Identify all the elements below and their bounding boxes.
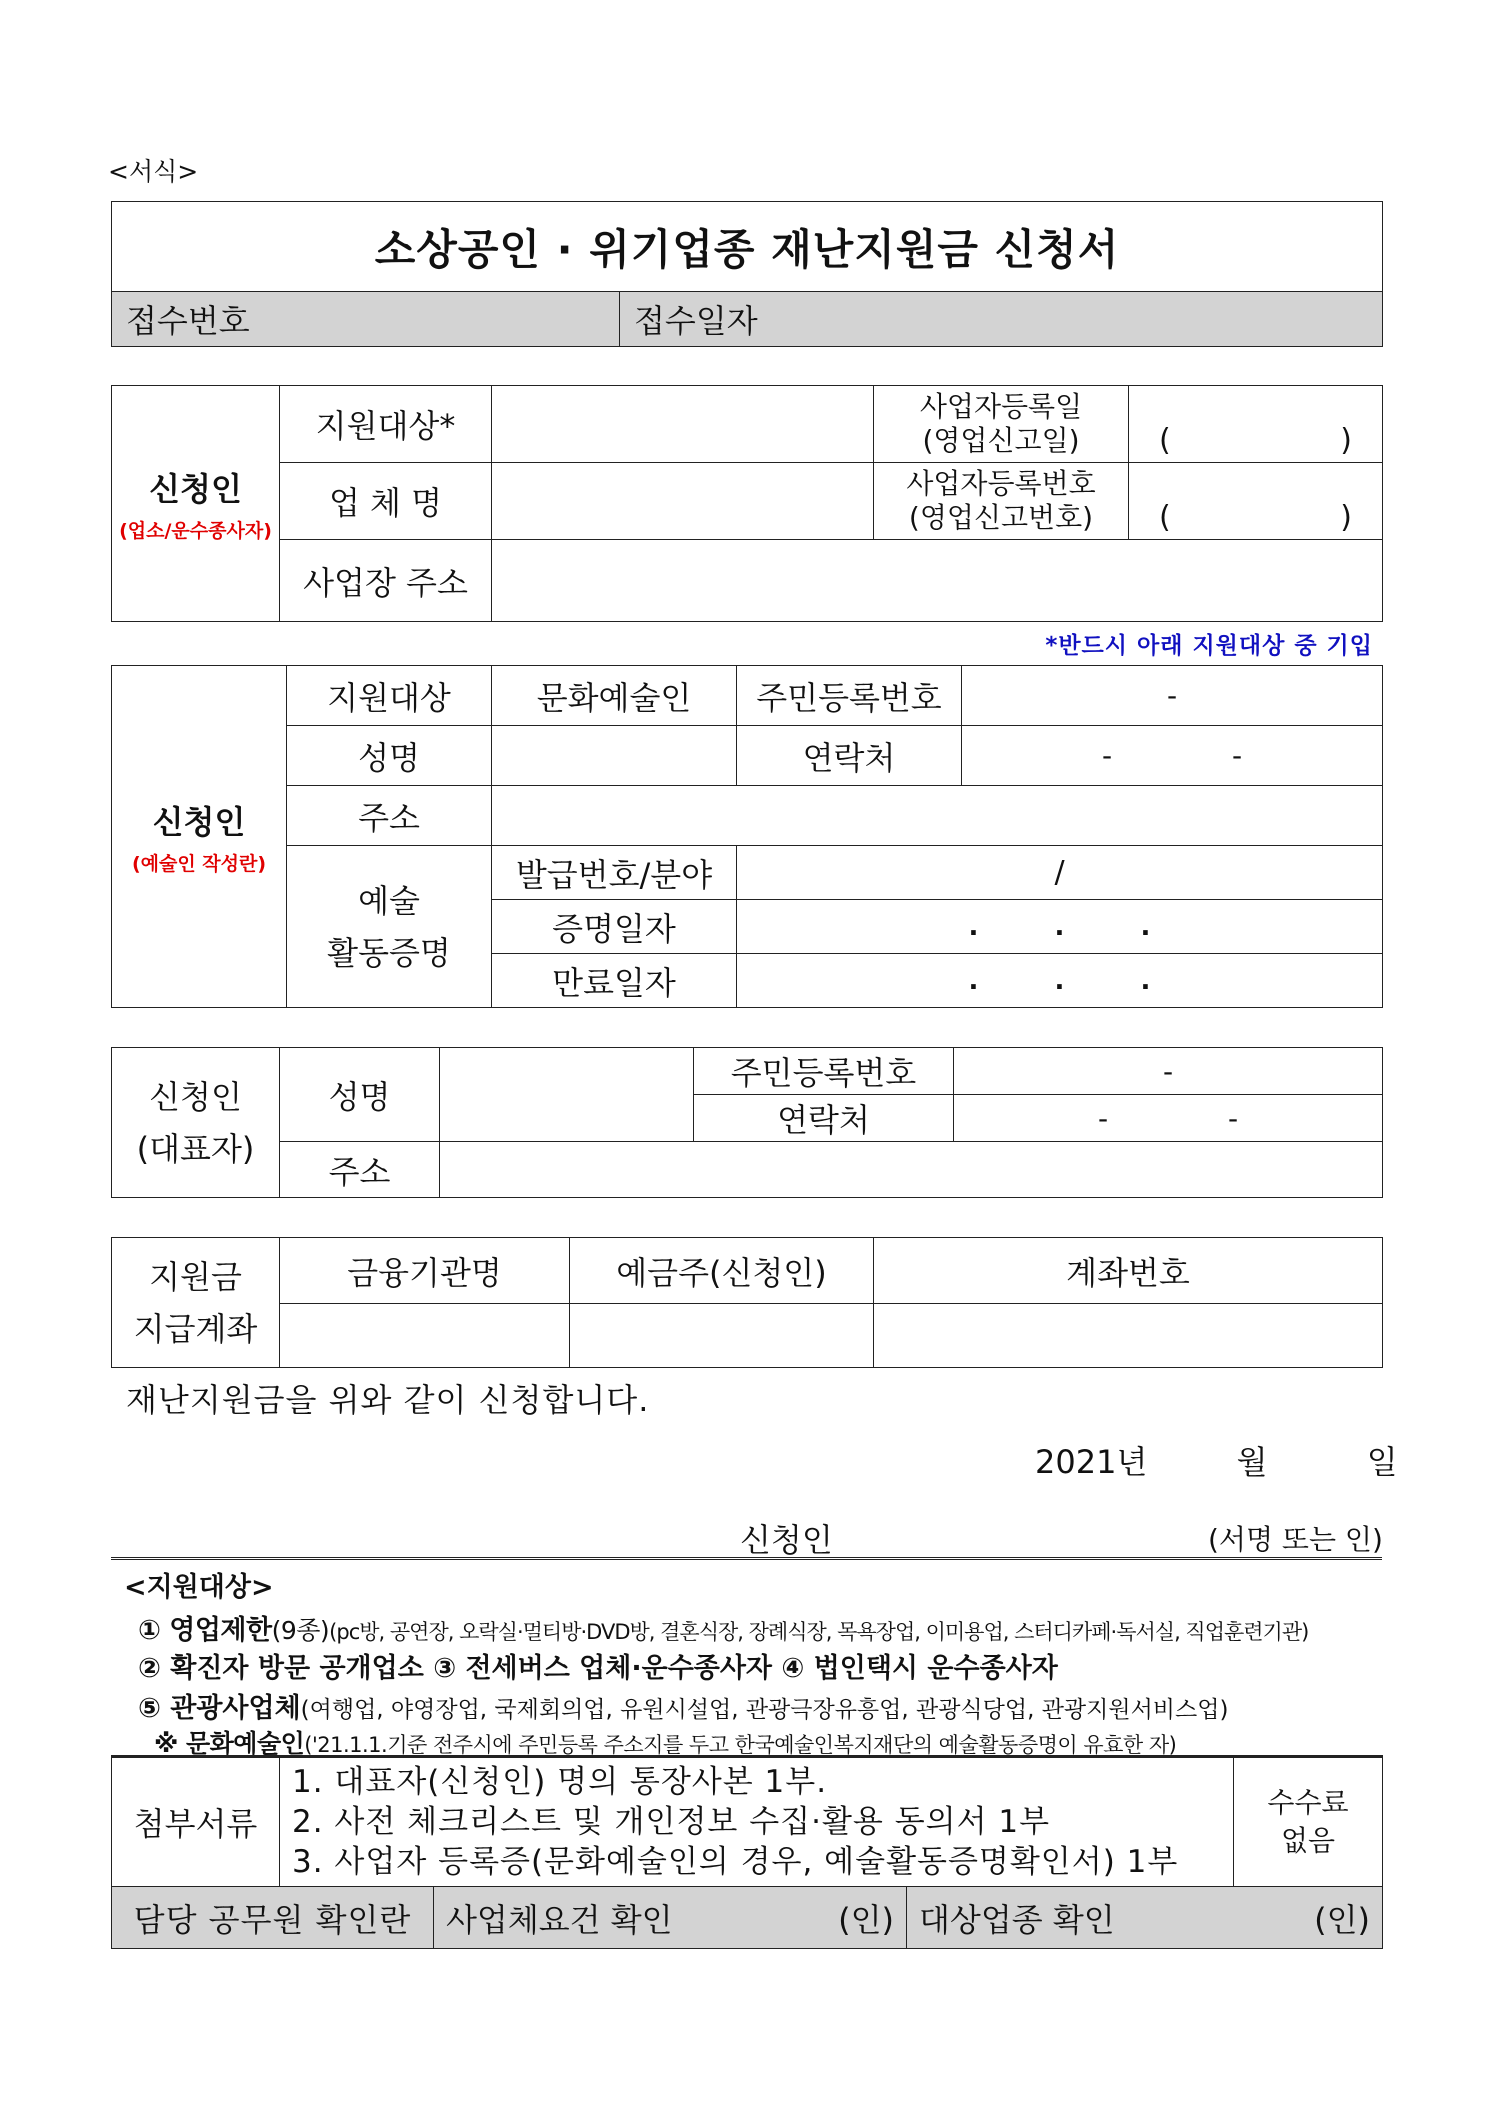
support-target-label: 지원대상* — [280, 386, 492, 463]
notes-item-1: ① 영업제한(9종)(pc방, 공연장, 오락실·멀티방·DVD방, 결혼식장, 장례식장, 목욕장업, 이미용업, 스터디카페·독서실, 직업훈련기관) — [138, 1615, 1309, 1646]
support-target-input[interactable] — [492, 386, 874, 463]
representative-table — [111, 1047, 1383, 1198]
company-name-label: 업 체 명 — [280, 463, 492, 540]
reg-no-input[interactable]: ( ) — [1129, 463, 1383, 540]
expire-date-label: 만료일자 — [492, 954, 737, 1008]
rep-name-label: 성명 — [280, 1048, 440, 1142]
seal-2: (인) — [1314, 1900, 1370, 1939]
attachment-item: 2. 사전 체크리스트 및 개인정보 수집·활용 동의서 1부 — [292, 1804, 1051, 1840]
business-applicant-sub: (업소/운수종사자) — [119, 520, 272, 542]
artist-name-label: 성명 — [287, 726, 492, 786]
attachment-item: 1. 대표자(신청인) 명의 통장사본 1부. — [292, 1764, 828, 1800]
artist-target-label: 지원대상 — [287, 666, 492, 726]
bank-name-label: 금융기관명 — [280, 1238, 570, 1304]
reg-no-label: 사업자등록번호 (영업신고번호) — [874, 463, 1129, 540]
rep-contact-input[interactable]: - - — [954, 1095, 1383, 1142]
signature-applicant-label: 신청인 — [740, 1521, 833, 1559]
artist-applicant-table — [111, 665, 1383, 1008]
support-targets-notes — [124, 1565, 1380, 1758]
bank-name-input[interactable] — [280, 1304, 570, 1368]
attachments-list — [280, 1757, 1234, 1887]
reg-date-label: 사업자등록일 (영업신고일) — [874, 386, 1129, 463]
rep-contact-label: 연락처 — [694, 1095, 954, 1142]
business-applicant-label: 신청인 (업소/운수종사자) — [112, 386, 280, 622]
notes-item-5: ⑤ 관광사업체(여행업, 야영장업, 국제회의업, 유원시설업, 관광극장유흥업, 관광식당업, 관광지원서비스업) — [138, 1693, 1229, 1724]
notes-item-note: ※ 문화예술인('21.1.1.기준 전주시에 주민등록 주소지를 두고 한국예술인복지재단의 예술활동증명이 유효한 자) — [154, 1729, 1177, 1758]
artist-address-input[interactable] — [492, 786, 1383, 846]
attachments-table — [111, 1755, 1383, 1887]
receipt-number-field[interactable]: 접수번호 — [112, 292, 620, 347]
business-address-label: 사업장 주소 — [280, 540, 492, 622]
rep-resident-no-input[interactable]: - — [954, 1048, 1383, 1095]
company-name-input[interactable] — [492, 463, 874, 540]
support-target-hint: *반드시 아래 지원대상 중 기입 — [1045, 633, 1373, 659]
page-title: 소상공인 · 위기업종 재난지원금 신청서 — [112, 202, 1383, 292]
rep-name-input[interactable] — [440, 1048, 694, 1142]
official-label: 담당 공무원 확인란 — [112, 1887, 434, 1949]
requirement-check-field[interactable]: 사업체요건 확인 (인) — [434, 1887, 907, 1949]
day-field[interactable]: 일 — [1366, 1443, 1398, 1481]
artist-contact-label: 연락처 — [737, 726, 962, 786]
year-text: 2021년 — [1035, 1443, 1148, 1481]
artist-resident-no-label: 주민등록번호 — [737, 666, 962, 726]
official-table — [111, 1886, 1383, 1949]
rep-address-input[interactable] — [440, 1142, 1383, 1198]
month-field[interactable]: 월 — [1236, 1443, 1268, 1481]
artist-resident-no-input[interactable]: - — [962, 666, 1383, 726]
business-address-input[interactable] — [492, 540, 1383, 622]
business-type-check-field[interactable]: 대상업종 확인 (인) — [907, 1887, 1383, 1949]
artist-contact-input[interactable]: - - — [962, 726, 1383, 786]
receipt-date-field[interactable]: 접수일자 — [620, 292, 1383, 347]
seal-1: (인) — [838, 1900, 894, 1939]
artist-target-value: 문화예술인 — [492, 666, 737, 726]
declaration-text: 재난지원금을 위와 같이 신청합니다. — [126, 1381, 650, 1419]
account-holder-input[interactable] — [570, 1304, 874, 1368]
issue-no-input[interactable]: / — [737, 846, 1383, 900]
account-number-label: 계좌번호 — [874, 1238, 1383, 1304]
business-applicant-table — [111, 385, 1383, 622]
artist-name-input[interactable] — [492, 726, 737, 786]
account-holder-label: 예금주(신청인) — [570, 1238, 874, 1304]
title-table — [111, 201, 1383, 347]
rep-address-label: 주소 — [280, 1142, 440, 1198]
divider — [111, 1557, 1382, 1560]
attachments-label: 첨부서류 — [112, 1757, 280, 1887]
form-label: <서식> — [108, 157, 199, 186]
signature-field[interactable]: (서명 또는 인) — [1208, 1523, 1383, 1556]
issue-no-label: 발급번호/분야 — [492, 846, 737, 900]
account-table — [111, 1237, 1383, 1368]
artist-applicant-sub: (예술인 작성란) — [131, 853, 267, 875]
expire-date-input[interactable]: . . . — [737, 954, 1383, 1008]
art-cert-label: 예술 활동증명 — [287, 846, 492, 1008]
attachment-item: 3. 사업자 등록증(문화예술인의 경우, 예술활동증명확인서) 1부 — [292, 1844, 1179, 1880]
date-line — [1035, 1437, 1398, 1483]
fee-cell: 수수료 없음 — [1234, 1757, 1383, 1887]
account-label: 지원금 지급계좌 — [112, 1238, 280, 1368]
notes-heading: <지원대상> — [124, 1572, 274, 1603]
reg-date-input[interactable]: ( ) — [1129, 386, 1383, 463]
cert-date-label: 증명일자 — [492, 900, 737, 954]
account-number-input[interactable] — [874, 1304, 1383, 1368]
notes-item-2: ② 확진자 방문 공개업소 ③ 전세버스 업체·운수종사자 ④ 법인택시 운수종사자 — [138, 1653, 1058, 1684]
artist-applicant-label: 신청인 (예술인 작성란) — [112, 666, 287, 1008]
representative-label: 신청인 (대표자) — [112, 1048, 280, 1198]
rep-resident-no-label: 주민등록번호 — [694, 1048, 954, 1095]
artist-address-label: 주소 — [287, 786, 492, 846]
cert-date-input[interactable]: . . . — [737, 900, 1383, 954]
